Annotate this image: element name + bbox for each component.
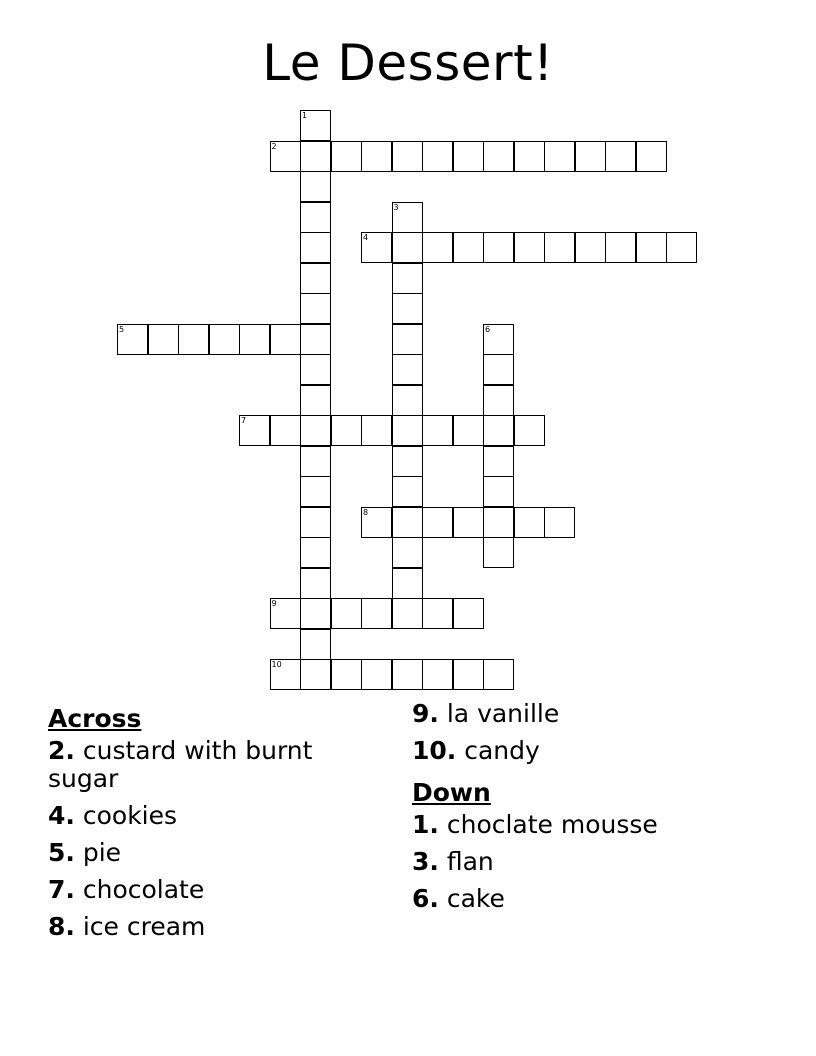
grid-cell[interactable] <box>483 537 514 568</box>
grid-cell[interactable] <box>392 202 423 233</box>
grid-cell[interactable] <box>270 324 301 355</box>
grid-cell[interactable] <box>300 446 331 477</box>
clue-across-7: 7. chocolate <box>48 875 205 904</box>
grid-cell[interactable] <box>300 598 331 629</box>
grid-cell[interactable] <box>361 141 392 172</box>
grid-cell[interactable] <box>300 171 331 202</box>
clue-across-8: 8. ice cream <box>48 912 206 941</box>
grid-cell[interactable] <box>300 293 331 324</box>
grid-cell[interactable] <box>361 232 392 263</box>
clue-across-10: 10. candy <box>412 736 540 765</box>
grid-cell[interactable] <box>453 141 484 172</box>
grid-cell[interactable] <box>514 507 545 538</box>
grid-cell[interactable] <box>666 232 697 263</box>
grid-cell[interactable] <box>544 507 575 538</box>
grid-cell[interactable] <box>392 385 423 416</box>
grid-cell[interactable] <box>392 568 423 599</box>
grid-cell[interactable] <box>453 415 484 446</box>
grid-cell[interactable] <box>300 415 331 446</box>
grid-cell[interactable] <box>392 598 423 629</box>
grid-cell[interactable] <box>361 659 392 690</box>
grid-cell[interactable] <box>392 354 423 385</box>
grid-cell[interactable] <box>178 324 209 355</box>
grid-cell[interactable] <box>514 141 545 172</box>
grid-cell[interactable] <box>117 324 148 355</box>
grid-cell[interactable] <box>300 202 331 233</box>
grid-cell[interactable] <box>483 507 514 538</box>
grid-cell[interactable] <box>422 232 453 263</box>
grid-cell[interactable] <box>331 141 362 172</box>
grid-cell[interactable] <box>422 598 453 629</box>
grid-cell[interactable] <box>392 476 423 507</box>
grid-cell[interactable] <box>300 659 331 690</box>
grid-cell[interactable] <box>300 507 331 538</box>
clue-across-2: 2. custard with burnt sugar <box>48 736 313 793</box>
grid-cell[interactable] <box>575 232 606 263</box>
grid-cell[interactable] <box>392 415 423 446</box>
grid-cell[interactable] <box>392 141 423 172</box>
grid-cell[interactable] <box>514 415 545 446</box>
grid-cell[interactable] <box>300 324 331 355</box>
grid-cell[interactable] <box>392 507 423 538</box>
puzzle-title: Le Dessert! <box>262 34 554 92</box>
grid-cell[interactable] <box>300 385 331 416</box>
grid-cell[interactable] <box>483 232 514 263</box>
grid-cell[interactable] <box>300 232 331 263</box>
clue-number: 9 <box>271 599 277 608</box>
grid-cell[interactable] <box>300 537 331 568</box>
clue-across-5: 5. pie <box>48 838 122 867</box>
clue-number: 2 <box>271 141 277 151</box>
grid-cell[interactable] <box>575 141 606 172</box>
grid-cell[interactable] <box>392 659 423 690</box>
grid-cell[interactable] <box>300 568 331 599</box>
grid-cell[interactable] <box>544 141 575 172</box>
grid-cell[interactable] <box>422 507 453 538</box>
more-clues <box>412 700 742 922</box>
grid-cell[interactable] <box>270 659 301 690</box>
clue-number: 10 <box>271 660 282 669</box>
grid-cell[interactable] <box>453 598 484 629</box>
grid-cell[interactable] <box>422 659 453 690</box>
grid-cell[interactable] <box>331 598 362 629</box>
grid-cell[interactable] <box>483 385 514 416</box>
clue-down-3: 3. flan <box>412 847 494 876</box>
grid-cell[interactable] <box>270 415 301 446</box>
grid-cell[interactable] <box>453 232 484 263</box>
grid-cell[interactable] <box>483 476 514 507</box>
grid-cell[interactable] <box>361 598 392 629</box>
clue-across-4: 4. cookies <box>48 801 178 830</box>
grid-cell[interactable] <box>544 232 575 263</box>
grid-cell[interactable] <box>331 415 362 446</box>
grid-cell[interactable] <box>636 141 667 172</box>
grid-cell[interactable] <box>422 141 453 172</box>
grid-cell[interactable] <box>392 263 423 294</box>
grid-cell[interactable] <box>300 629 331 660</box>
grid-cell[interactable] <box>392 293 423 324</box>
grid-cell[interactable] <box>483 446 514 477</box>
grid-cell[interactable] <box>483 659 514 690</box>
grid-cell[interactable] <box>300 141 331 172</box>
grid-cell[interactable] <box>483 141 514 172</box>
grid-cell[interactable] <box>300 263 331 294</box>
clue-number: 6 <box>485 324 491 334</box>
grid-cell[interactable] <box>361 415 392 446</box>
grid-cell[interactable] <box>483 354 514 385</box>
grid-cell[interactable] <box>270 598 301 629</box>
clue-number: 7 <box>241 416 247 425</box>
grid-cell[interactable] <box>453 659 484 690</box>
clue-number: 8 <box>363 507 369 517</box>
grid-cell[interactable] <box>239 324 270 355</box>
grid-cell[interactable] <box>483 415 514 446</box>
grid-cell[interactable] <box>300 476 331 507</box>
grid-cell[interactable] <box>331 659 362 690</box>
clue-across-9: 9. la vanille <box>412 699 560 728</box>
grid-cell[interactable] <box>239 415 270 446</box>
clue-down-6: 6. cake <box>412 884 505 913</box>
grid-cell[interactable] <box>483 324 514 355</box>
grid-cell[interactable] <box>300 354 331 385</box>
grid-cell[interactable] <box>270 141 301 172</box>
clue-number: 4 <box>363 233 369 242</box>
grid-cell[interactable] <box>300 110 331 141</box>
grid-cell[interactable] <box>361 507 392 538</box>
clue-number: 1 <box>302 111 308 120</box>
clue-number: 3 <box>393 202 399 212</box>
grid-cell[interactable] <box>422 415 453 446</box>
across-heading: Across <box>48 704 142 733</box>
grid-cell[interactable] <box>636 232 667 263</box>
grid-cell[interactable] <box>392 446 423 477</box>
grid-cell[interactable] <box>392 537 423 568</box>
grid-cell[interactable] <box>209 324 240 355</box>
clue-number: 5 <box>119 324 125 334</box>
clue-down-1: 1. choclate mousse <box>412 810 658 839</box>
down-heading: Down <box>412 778 491 807</box>
grid-cell[interactable] <box>605 232 636 263</box>
grid-cell[interactable] <box>148 324 179 355</box>
grid-cell[interactable] <box>514 232 545 263</box>
across-clues <box>48 700 368 950</box>
grid-cell[interactable] <box>392 232 423 263</box>
grid-cell[interactable] <box>392 324 423 355</box>
grid-cell[interactable] <box>605 141 636 172</box>
grid-cell[interactable] <box>453 507 484 538</box>
